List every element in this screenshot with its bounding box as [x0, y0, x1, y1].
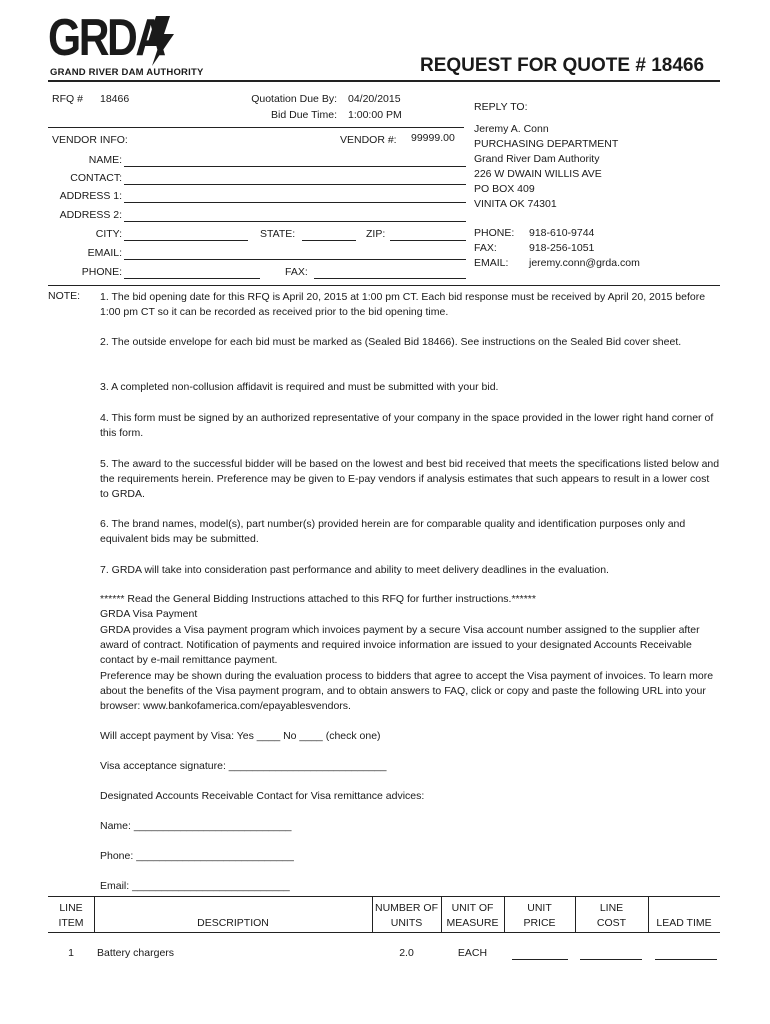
vendor-address1-field[interactable]: [124, 202, 466, 203]
header-text: UNITS: [390, 917, 423, 929]
header-text: COST: [596, 917, 627, 929]
read-instructions: ****** Read the General Bidding Instructions attached to this RFQ for further instructions.******: [100, 593, 536, 605]
header-text: UNIT OF: [451, 902, 494, 914]
header-text: UNIT: [527, 902, 552, 914]
note-item: 2. The outside envelope for each bid must be marked as (Sealed Bid 18466). See instructions on the Sealed Bid cover sheet.: [100, 336, 682, 348]
header-text: PRICE: [523, 917, 556, 929]
visa-heading: GRDA Visa Payment: [100, 608, 198, 620]
reply-line: PO BOX 409: [474, 183, 535, 195]
bid-due-label: Bid Due Time:: [271, 109, 337, 121]
header-unit-price: [504, 901, 575, 931]
note-item: 1. The bid opening date for this RFQ is April 20, 2015 at 1:00 pm CT. Each bid response must be received by April 20, 2015 before 1:00 pm CT so it can be recorded as received prior to the bid opening time.: [100, 291, 706, 318]
row-item-number: 1: [68, 947, 74, 959]
header-line-cost: [575, 901, 648, 931]
row-measure: EACH: [457, 947, 488, 959]
vendor-phone-label: PHONE:: [81, 266, 122, 278]
table-header-rule: [48, 932, 720, 933]
visa-accept-line[interactable]: Will accept payment by Visa: Yes ____ No ____ (check one): [100, 730, 381, 742]
logo-name: GRAND RIVER DAM AUTHORITY: [50, 67, 204, 78]
vendor-divider: [48, 127, 464, 128]
vendor-zip-label: ZIP:: [366, 228, 386, 240]
reply-line: Grand River Dam Authority: [474, 153, 600, 165]
quotation-due-label: Quotation Due By:: [251, 93, 337, 105]
contact-name-line[interactable]: Name: ___________________________: [100, 820, 292, 832]
note-item: 5. The award to the successful bidder will be based on the lowest and best bid received that meets the specifications listed below and the requirements herein. Preference may be given to E-pay vendors if analysis estimates that such appears to result in a lower cost to GRDA.: [100, 458, 720, 500]
reply-line: Jeremy A. Conn: [474, 123, 549, 135]
vendor-address1-label: ADDRESS 1:: [59, 190, 122, 202]
row-units: 2.0: [399, 947, 414, 959]
reply-phone-label: PHONE:: [474, 227, 515, 239]
vendor-number-value: 99999.00: [411, 132, 455, 144]
vendor-zip-field[interactable]: [390, 240, 466, 241]
logo-letters: GRDA: [48, 9, 164, 67]
rfq-label: RFQ #: [52, 93, 83, 105]
rfq-number: 18466: [100, 93, 130, 105]
vendor-address2-field[interactable]: [124, 221, 466, 222]
reply-email[interactable]: jeremy.conn@grda.com: [529, 257, 640, 269]
line-cost-field[interactable]: [580, 959, 642, 960]
grda-logo: [48, 9, 204, 80]
header-lead-time: [648, 916, 720, 931]
reply-line: 226 W DWAIN WILLIS AVE: [474, 168, 602, 180]
header-text: ITEM: [58, 917, 84, 929]
reply-to-label: REPLY TO:: [474, 101, 528, 113]
header-description: [94, 916, 372, 931]
visa-paragraph: GRDA provides a Visa payment program which invoices payment by a secure Visa account number assigned to the supplier after award of contract. Notification of payments and required invoice information are issued to your designated Accounts Receivable contact by e-mail remittance payment.: [100, 624, 700, 666]
note-label: NOTE:: [48, 290, 81, 302]
vendor-phone-field[interactable]: [124, 278, 260, 279]
vendor-fax-field[interactable]: [314, 278, 466, 279]
table-top-rule: [48, 896, 720, 897]
reply-fax: 918-256-1051: [529, 242, 595, 254]
vendor-email-field[interactable]: [124, 259, 466, 260]
visa-signature-line[interactable]: Visa acceptance signature: ___________________________: [100, 760, 387, 772]
contact-email-line[interactable]: Email: ___________________________: [100, 880, 290, 892]
vendor-city-label: CITY:: [95, 228, 122, 240]
header-text: LEAD TIME: [656, 917, 712, 929]
bid-due-value: 1:00:00 PM: [348, 109, 402, 121]
header-text: LINE: [59, 902, 83, 914]
header-unit-of-measure: [441, 901, 504, 931]
lead-time-field[interactable]: [655, 959, 717, 960]
reply-email-label: EMAIL:: [474, 257, 509, 269]
vendor-name-label: NAME:: [88, 154, 122, 166]
vendor-address2-label: ADDRESS 2:: [59, 209, 122, 221]
page-title: REQUEST FOR QUOTE # 18466: [420, 55, 705, 76]
quotation-due-value: 04/20/2015: [348, 93, 401, 105]
vendor-state-field[interactable]: [302, 240, 356, 241]
vendor-fax-label: FAX:: [285, 266, 308, 278]
header-text: DESCRIPTION: [197, 917, 269, 929]
vendor-contact-label: CONTACT:: [70, 172, 122, 184]
header-number-of-units: [372, 901, 441, 931]
notes-divider: [48, 285, 720, 286]
note-item: 6. The brand names, model(s), part number(s) provided herein are for comparable quality and identification purposes only and equivalent bids may be submitted.: [100, 518, 686, 545]
header-text: MEASURE: [446, 917, 499, 929]
reply-phone: 918-610-9744: [529, 227, 595, 239]
vendor-info-label: VENDOR INFO:: [52, 134, 128, 146]
note-item: 7. GRDA will take into consideration past performance and ability to meet delivery deadlines in the evaluation.: [100, 564, 609, 576]
row-description: Battery chargers: [97, 947, 175, 959]
reply-fax-label: FAX:: [474, 242, 497, 254]
vendor-contact-field[interactable]: [124, 184, 466, 185]
vendor-name-field[interactable]: [124, 166, 466, 167]
reply-line: PURCHASING DEPARTMENT: [474, 138, 619, 150]
header-text: LINE: [599, 902, 624, 914]
header-text: NUMBER OF: [375, 902, 438, 914]
vendor-email-label: EMAIL:: [87, 247, 122, 259]
visa-paragraph: Preference may be shown during the evaluation process to bidders that agree to accept the Visa payment of invoices. To learn more about the benefits of the Visa payment program, and to obtain answers to FAQ, click or copy and paste the following URL into your browser: www.bankofamerica.com/epayablesvendors.: [100, 670, 714, 712]
note-item: 3. A completed non-collusion affidavit is required and must be submitted with your bid.: [100, 381, 499, 393]
vendor-number-label: VENDOR #:: [340, 134, 397, 146]
contact-phone-line[interactable]: Phone: ___________________________: [100, 850, 294, 862]
vendor-state-label: STATE:: [260, 228, 296, 240]
header-line-item: [48, 901, 94, 931]
note-item: 4. This form must be signed by an authorized representative of your company in the space provided in the lower right hand corner of this form.: [100, 412, 714, 439]
vendor-city-field[interactable]: [124, 240, 248, 241]
unit-price-field[interactable]: [512, 959, 568, 960]
logo-rule: [48, 80, 720, 82]
designated-contact: Designated Accounts Receivable Contact for Visa remittance advices:: [100, 790, 425, 802]
reply-line: VINITA OK 74301: [474, 198, 557, 210]
